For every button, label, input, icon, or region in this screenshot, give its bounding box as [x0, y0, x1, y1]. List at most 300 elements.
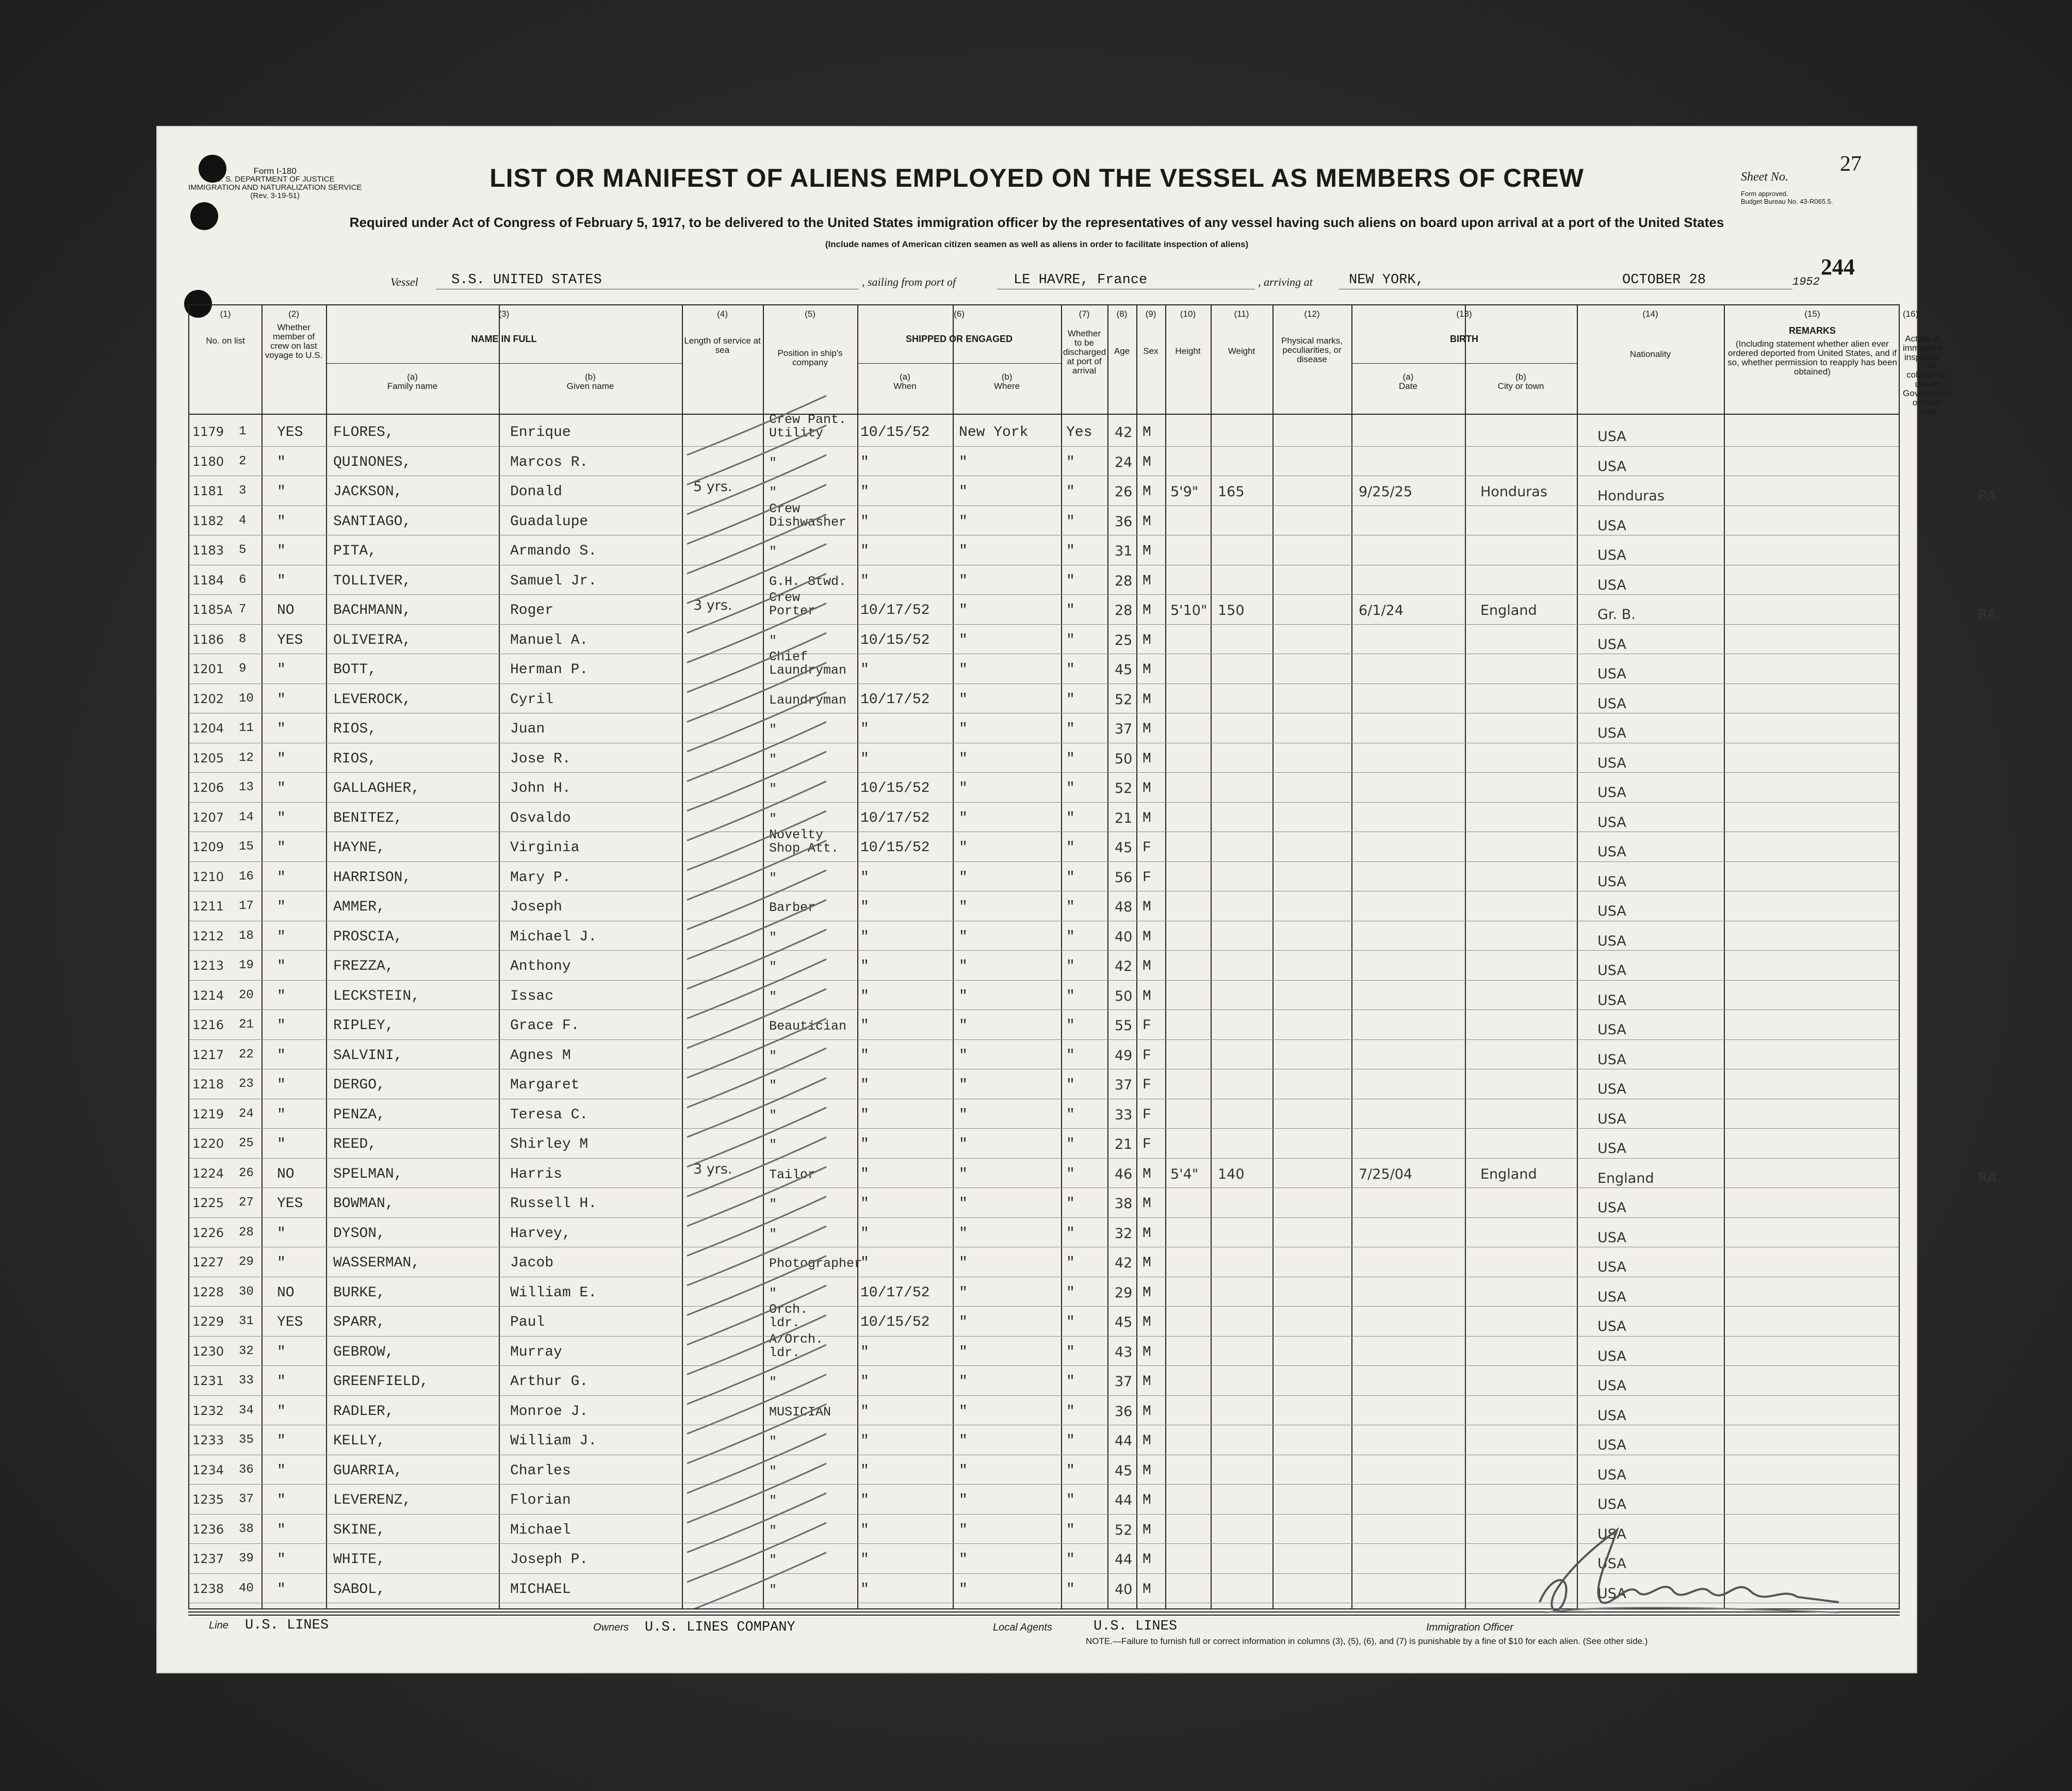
- list-number: 7: [239, 603, 247, 616]
- position-line-2: ": [769, 1375, 777, 1390]
- position-line-1: Orch.: [769, 1302, 808, 1317]
- previous-voyage: ": [277, 1552, 286, 1568]
- service-name: IMMIGRATION AND NATURALIZATION SERVICE: [188, 183, 362, 192]
- pencil-check-mark: [687, 544, 826, 604]
- col-3-header: NAME IN FULL: [471, 334, 537, 344]
- discharged-flag: ": [1066, 1462, 1075, 1479]
- discharged-flag: ": [1066, 751, 1075, 767]
- col-6-header: SHIPPED OR ENGAGED: [905, 334, 1013, 344]
- discharged-flag: ": [1066, 1047, 1075, 1064]
- position-line-1: A/Orch.: [769, 1331, 824, 1347]
- nationality: USA: [1597, 844, 1626, 860]
- age: 56: [1115, 869, 1133, 886]
- pencil-check-mark: [687, 514, 826, 574]
- age: 33: [1115, 1106, 1133, 1123]
- discharged-flag: ": [1066, 958, 1075, 974]
- birth-city: England: [1480, 1166, 1537, 1182]
- height: 5'10": [1170, 603, 1208, 618]
- col-8-header: Age: [1114, 346, 1130, 356]
- pencil-check-marks: [682, 305, 857, 1608]
- position-line-1: Crew Pant.: [769, 412, 847, 427]
- sex: M: [1143, 958, 1151, 974]
- shipped-where: ": [959, 484, 968, 500]
- previous-voyage: ": [277, 958, 286, 974]
- discharged-flag: ": [1066, 1077, 1075, 1093]
- position-line-2: ": [769, 1493, 777, 1508]
- position-line-2: G.H. Stwd.: [769, 574, 847, 589]
- pencil-check-mark: [687, 396, 826, 455]
- shipped-when: ": [860, 1492, 869, 1508]
- discharged-flag: ": [1066, 484, 1075, 500]
- subcolumn-divider: [499, 363, 500, 1608]
- discharged-flag: ": [1066, 869, 1075, 886]
- shipped-when: 10/15/52: [860, 632, 930, 648]
- agents-value: U.S. LINES: [1094, 1619, 1178, 1634]
- family-name: SPELMAN,: [333, 1166, 403, 1182]
- row-divider: [189, 1039, 1899, 1040]
- given-name: Issac: [510, 988, 554, 1004]
- sex: M: [1143, 1314, 1151, 1330]
- shipped-where: ": [959, 1106, 968, 1123]
- shipped-where: ": [959, 1581, 968, 1598]
- discharged-flag: ": [1066, 1018, 1075, 1034]
- birth-city: Honduras: [1480, 484, 1547, 500]
- list-ref-number: 1237: [192, 1552, 224, 1566]
- sex: M: [1143, 1255, 1151, 1271]
- age: 43: [1115, 1344, 1133, 1360]
- nationality: USA: [1597, 1229, 1626, 1246]
- shipped-where: ": [959, 454, 968, 470]
- family-name: WHITE,: [333, 1552, 385, 1568]
- position-line-2: Porter: [769, 604, 816, 618]
- previous-voyage: ": [277, 840, 286, 856]
- list-number: 4: [239, 513, 247, 528]
- sex: F: [1143, 840, 1151, 856]
- list-ref-number: 1205: [192, 751, 224, 766]
- list-ref-number: 1179: [192, 425, 224, 439]
- given-name: Paul: [510, 1314, 545, 1330]
- shipped-where: ": [959, 1552, 968, 1568]
- list-ref-number: 1206: [192, 780, 224, 795]
- position-line-2: ": [769, 455, 777, 470]
- pencil-check-mark: [687, 426, 826, 485]
- shipped-when: ": [860, 1136, 869, 1152]
- shipped-where: ": [959, 1255, 968, 1271]
- given-name: Cyril: [510, 691, 554, 708]
- col-14-header: Nationality: [1629, 349, 1671, 359]
- service-length: 3 yrs.: [693, 597, 732, 613]
- sex: M: [1143, 543, 1151, 559]
- shipped-when: ": [860, 1018, 869, 1034]
- previous-voyage: ": [277, 721, 286, 737]
- age: 29: [1115, 1284, 1133, 1301]
- position-line-2: Utility: [769, 426, 824, 441]
- column-divider: [1165, 305, 1166, 1608]
- shipped-where: ": [959, 958, 968, 974]
- position-line-2: Shop Att.: [769, 841, 839, 856]
- sex: M: [1143, 899, 1151, 915]
- list-number: 17: [239, 899, 254, 913]
- age: 28: [1115, 603, 1133, 618]
- sex: M: [1143, 425, 1151, 441]
- pencil-check-mark: [687, 692, 826, 752]
- age: 45: [1115, 1462, 1133, 1479]
- col-7-header: Whether to be discharged at port of arrival: [1063, 329, 1106, 376]
- previous-voyage: ": [277, 513, 286, 530]
- inspector-signature: [1529, 1515, 1849, 1633]
- given-name: Harvey,: [510, 1225, 571, 1242]
- inspector-action: RA: [1978, 488, 1997, 504]
- col-16-number: (16): [1903, 309, 1919, 319]
- shipped-when: 10/15/52: [860, 1314, 930, 1330]
- pencil-check-mark: [687, 930, 826, 989]
- discharged-flag: ": [1066, 1522, 1075, 1538]
- discharged-flag: ": [1066, 1284, 1075, 1301]
- family-name: FREZZA,: [333, 958, 394, 974]
- position-line-2: ": [769, 633, 777, 648]
- position-line-2: ": [769, 544, 777, 559]
- previous-voyage: ": [277, 869, 286, 886]
- col-6a-header: (a) When: [893, 372, 917, 391]
- discharged-flag: ": [1066, 454, 1075, 470]
- list-ref-number: 1202: [192, 691, 224, 706]
- shipped-when: ": [860, 1522, 869, 1538]
- row-divider: [189, 950, 1899, 951]
- age: 21: [1115, 810, 1133, 826]
- pencil-check-mark: [687, 1078, 826, 1137]
- family-name: RIOS,: [333, 721, 377, 737]
- discharged-flag: ": [1066, 1225, 1075, 1242]
- subtitle: Required under Act of Congress of February 5, 1917, to be delivered to the United States immigration officer by the representatives of any vessel having such aliens on board upon arrival at a port of the United States: [349, 215, 1724, 230]
- given-name: Jose R.: [510, 751, 571, 767]
- discharged-flag: ": [1066, 810, 1075, 826]
- list-ref-number: 1227: [192, 1255, 224, 1269]
- position-line-2: ": [769, 1523, 777, 1538]
- list-ref-number: 1226: [192, 1225, 224, 1240]
- list-number: 6: [239, 573, 247, 587]
- shipped-when: ": [860, 751, 869, 767]
- nationality: USA: [1597, 755, 1626, 771]
- list-ref-number: 1180: [192, 454, 224, 469]
- age: 55: [1115, 1018, 1133, 1034]
- row-divider: [189, 1365, 1899, 1366]
- sex: M: [1143, 1522, 1151, 1538]
- list-number: 37: [239, 1492, 254, 1506]
- pencil-check-mark: [687, 1375, 826, 1434]
- previous-voyage: NO: [277, 603, 295, 618]
- previous-voyage: ": [277, 1047, 286, 1064]
- given-name: Harris: [510, 1166, 562, 1182]
- position-line-2: MUSICIAN: [769, 1404, 831, 1420]
- age: 44: [1115, 1433, 1133, 1449]
- position-line-2: ": [769, 989, 777, 1004]
- shipped-where: New York: [959, 425, 1029, 441]
- given-name: Murray: [510, 1344, 562, 1360]
- nationality: USA: [1597, 517, 1626, 534]
- previous-voyage: ": [277, 1522, 286, 1538]
- shipped-where: ": [959, 1136, 968, 1152]
- pencil-check-mark: [687, 1256, 826, 1315]
- given-name: Manuel A.: [510, 632, 589, 648]
- list-ref-number: 1225: [192, 1196, 224, 1210]
- row-divider: [189, 980, 1899, 981]
- discharged-flag: ": [1066, 899, 1075, 915]
- discharged-flag: ": [1066, 662, 1075, 678]
- family-name: SALVINI,: [333, 1047, 403, 1064]
- col-15-number: (15): [1804, 309, 1820, 319]
- position-line-2: ": [769, 1048, 777, 1064]
- shipped-where: ": [959, 1225, 968, 1242]
- column-divider: [1211, 305, 1212, 1608]
- immigration-officer-label: Immigration Officer: [1426, 1622, 1513, 1633]
- row-divider: [189, 861, 1899, 862]
- sex: M: [1143, 1462, 1151, 1479]
- nationality: Honduras: [1597, 488, 1665, 504]
- sex: M: [1143, 691, 1151, 708]
- given-name: Shirley M: [510, 1136, 589, 1152]
- form-approved-label: Form approved.: [1741, 190, 1788, 198]
- family-name: WASSERMAN,: [333, 1255, 420, 1271]
- shipped-when: ": [860, 1552, 869, 1568]
- sex: M: [1143, 632, 1151, 648]
- department: U. S. DEPARTMENT OF JUSTICE: [215, 175, 335, 184]
- age: 32: [1115, 1225, 1133, 1242]
- family-name: PENZA,: [333, 1106, 385, 1123]
- shipped-when: ": [860, 1403, 869, 1420]
- list-number: 36: [239, 1462, 254, 1477]
- nationality: USA: [1597, 1200, 1626, 1216]
- position-line-2: ldr.: [769, 1345, 801, 1360]
- sex: M: [1143, 662, 1151, 678]
- age: 52: [1115, 691, 1133, 708]
- previous-voyage: ": [277, 1225, 286, 1242]
- list-ref-number: 1234: [192, 1462, 224, 1477]
- col-9-number: (9): [1145, 309, 1156, 319]
- birth-date: 7/25/04: [1359, 1166, 1413, 1182]
- discharged-flag: ": [1066, 1166, 1075, 1182]
- list-ref-number: 1183: [192, 543, 224, 558]
- position-line-2: ": [769, 1197, 777, 1212]
- col-11-header: Weight: [1228, 346, 1255, 356]
- list-ref-number: 1232: [192, 1403, 224, 1418]
- col-4-number: (4): [717, 309, 728, 319]
- shipped-where: ": [959, 780, 968, 796]
- shipped-where: ": [959, 721, 968, 737]
- list-ref-number: 1201: [192, 662, 224, 676]
- family-name: BURKE,: [333, 1284, 385, 1301]
- age: 38: [1115, 1196, 1133, 1212]
- pencil-check-mark: [687, 1434, 826, 1493]
- shipped-when: 10/17/52: [860, 691, 930, 708]
- family-name: FLORES,: [333, 425, 394, 441]
- col-16-note: (This column for use of Government officials only): [1903, 361, 1951, 417]
- pencil-check-mark: [687, 485, 826, 544]
- col-1-header: No. on list: [206, 336, 245, 346]
- agents-label: Local Agents: [993, 1622, 1052, 1633]
- column-divider: [1577, 305, 1578, 1608]
- shipped-where: ": [959, 810, 968, 826]
- arrival-date: OCTOBER 28: [1622, 272, 1706, 288]
- row-divider: [189, 594, 1899, 595]
- previous-voyage: YES: [277, 1314, 303, 1330]
- position-line-2: Photographer: [769, 1256, 862, 1271]
- nationality: USA: [1597, 725, 1626, 741]
- nationality: USA: [1597, 547, 1626, 563]
- list-ref-number: 1228: [192, 1284, 224, 1299]
- list-number: 15: [239, 840, 254, 854]
- nationality: USA: [1597, 814, 1626, 831]
- previous-voyage: ": [277, 1018, 286, 1034]
- family-name: BOTT,: [333, 662, 377, 678]
- list-number: 9: [239, 662, 247, 676]
- vessel-label: Vessel: [390, 275, 418, 288]
- weight: 140: [1218, 1166, 1245, 1182]
- pencil-check-mark: [687, 633, 826, 692]
- discharged-flag: ": [1066, 929, 1075, 945]
- pencil-check-mark: [687, 663, 826, 722]
- shipped-when: 10/15/52: [860, 840, 930, 856]
- list-ref-number: 1218: [192, 1077, 224, 1092]
- sex: F: [1143, 1106, 1151, 1123]
- shipped-when: ": [860, 513, 869, 530]
- previous-voyage: ": [277, 1136, 286, 1152]
- discharged-flag: ": [1066, 1255, 1075, 1271]
- subheader-divider: [326, 363, 682, 364]
- list-ref-number: 1184: [192, 573, 224, 588]
- shipped-where: ": [959, 1522, 968, 1538]
- list-number: 13: [239, 780, 254, 794]
- given-name: Roger: [510, 603, 554, 618]
- shipped-when: ": [860, 721, 869, 737]
- weight: 150: [1218, 603, 1245, 618]
- list-ref-number: 1207: [192, 810, 224, 825]
- row-divider: [189, 1484, 1899, 1485]
- previous-voyage: ": [277, 691, 286, 708]
- given-name: Teresa C.: [510, 1106, 589, 1123]
- shipped-when: 10/17/52: [860, 1284, 930, 1301]
- given-name: Grace F.: [510, 1018, 580, 1034]
- nationality: USA: [1597, 1259, 1626, 1275]
- given-name: Herman P.: [510, 662, 589, 678]
- shipped-when: ": [860, 1106, 869, 1123]
- age: 45: [1115, 1314, 1133, 1330]
- col-6b-header: (b) Where: [993, 372, 1020, 391]
- subheader-divider: [857, 363, 1061, 364]
- discharged-flag: ": [1066, 1492, 1075, 1508]
- previous-voyage: ": [277, 1492, 286, 1508]
- given-name: Michael J.: [510, 929, 597, 945]
- sex: M: [1143, 1581, 1151, 1598]
- list-ref-number: 1233: [192, 1433, 224, 1447]
- shipped-when: ": [860, 1166, 869, 1182]
- family-name: GALLAGHER,: [333, 780, 420, 796]
- column-divider: [262, 305, 263, 1608]
- nationality: USA: [1597, 873, 1626, 890]
- previous-voyage: ": [277, 810, 286, 826]
- page-title: LIST OR MANIFEST OF ALIENS EMPLOYED ON THE VESSEL AS MEMBERS OF CREW: [490, 164, 1584, 192]
- shipped-where: ": [959, 513, 968, 530]
- pencil-check-mark: [687, 1345, 826, 1404]
- age: 21: [1115, 1136, 1133, 1152]
- service-length: 5 yrs.: [693, 479, 732, 495]
- col-10-number: (10): [1180, 309, 1196, 319]
- sex: M: [1143, 454, 1151, 470]
- age: 48: [1115, 899, 1133, 915]
- family-name: LEVERENZ,: [333, 1492, 412, 1508]
- sex: F: [1143, 869, 1151, 886]
- family-name: SANTIAGO,: [333, 513, 412, 530]
- age: 28: [1115, 573, 1133, 589]
- shipped-when: ": [860, 1344, 869, 1360]
- list-number: 18: [239, 929, 254, 943]
- given-name: Guadalupe: [510, 513, 589, 530]
- previous-voyage: ": [277, 573, 286, 589]
- age: 40: [1115, 1581, 1133, 1598]
- shipped-where: ": [959, 840, 968, 856]
- shipped-when: ": [860, 573, 869, 589]
- age: 50: [1115, 751, 1133, 767]
- budget-bureau-number: Budget Bureau No. 43-R065.5.: [1741, 198, 1833, 205]
- age: 42: [1115, 1255, 1133, 1271]
- inspector-action: RA: [1978, 1170, 1997, 1186]
- shipped-when: ": [860, 1255, 869, 1271]
- subtitle-note: (Include names of American citizen seamen as well as aliens in order to facilitate inspection of aliens): [825, 239, 1249, 249]
- list-number: 10: [239, 691, 254, 706]
- position-line-1: Chief: [769, 649, 808, 664]
- age: 31: [1115, 543, 1133, 559]
- previous-voyage: ": [277, 1462, 286, 1479]
- shipped-where: ": [959, 899, 968, 915]
- position-line-1: Crew: [769, 590, 801, 605]
- nationality: USA: [1597, 636, 1626, 653]
- position-line-2: ": [769, 1463, 777, 1479]
- shipped-when: ": [860, 662, 869, 678]
- previous-voyage: ": [277, 751, 286, 767]
- position-line-2: ": [769, 752, 777, 767]
- age: 42: [1115, 958, 1133, 974]
- header-divider: [189, 414, 1899, 415]
- list-number: 28: [239, 1225, 254, 1240]
- list-number: 33: [239, 1374, 254, 1388]
- age: 24: [1115, 454, 1133, 470]
- shipped-when: ": [860, 543, 869, 559]
- nationality: USA: [1597, 666, 1626, 682]
- list-ref-number: 1213: [192, 958, 224, 973]
- sex: M: [1143, 1196, 1151, 1212]
- col-11-number: (11): [1234, 309, 1249, 319]
- previous-voyage: ": [277, 1433, 286, 1449]
- family-name: SKINE,: [333, 1522, 385, 1538]
- nationality: USA: [1597, 992, 1626, 1008]
- given-name: Anthony: [510, 958, 571, 974]
- nationality: USA: [1597, 1289, 1626, 1305]
- nationality: England: [1597, 1170, 1654, 1186]
- col-13-number: (13): [1456, 309, 1472, 319]
- nationality: USA: [1597, 1318, 1626, 1334]
- shipped-when: ": [860, 1225, 869, 1242]
- row-divider: [189, 1128, 1899, 1129]
- previous-voyage: ": [277, 1255, 286, 1271]
- inspector-action: RA: [1978, 607, 1997, 623]
- sailing-label: , sailing from port of: [862, 275, 956, 288]
- age: 45: [1115, 840, 1133, 856]
- given-name: William J.: [510, 1433, 597, 1449]
- shipped-where: ": [959, 543, 968, 559]
- pencil-check-mark: [687, 989, 826, 1048]
- birth-date: 9/25/25: [1359, 484, 1413, 500]
- list-ref-number: 1229: [192, 1314, 224, 1329]
- list-number: 34: [239, 1403, 254, 1418]
